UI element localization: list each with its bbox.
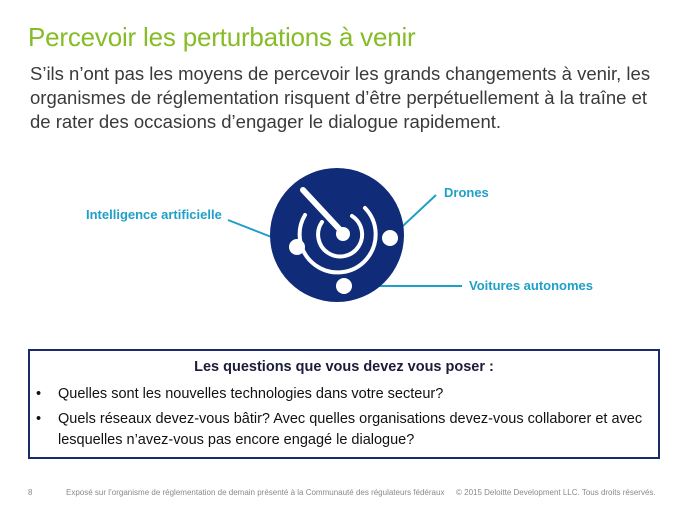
questions-list: [36, 384, 646, 455]
radar-blip-cars: [336, 278, 352, 294]
slide-subtitle: S’ils n’ont pas les moyens de percevoir les grands changements à venir, les organismes de réglementation risquent d’être perpétuellement à la traîne et de rater des occasions d’engager le dialogue rapidement.: [30, 63, 651, 132]
slide-title: Percevoir les perturbations à venir: [28, 22, 416, 52]
list-item: [36, 384, 646, 405]
list-item: [36, 409, 646, 451]
label-autonomous-cars: Voitures autonomes: [469, 278, 594, 293]
radar-blip-drones: [382, 230, 398, 246]
question-text: Quels réseaux devez-vous bâtir? Avec quelles organisations devez-vous collaborer et avec lesquelles n’avez-vous pas encore engagé le dialogue?: [58, 411, 643, 448]
radar-diagram: [0, 150, 688, 320]
radar-center-dot: [336, 227, 350, 241]
radar-icon: [0, 150, 688, 320]
page-number: 8: [28, 488, 33, 497]
bullet-icon: •: [36, 411, 42, 427]
radar-blip-ai: [289, 239, 305, 255]
footer-copyright: © 2015 Deloitte Development LLC. Tous droits réservés.: [456, 488, 656, 497]
question-text: Quelles sont les nouvelles technologies dans votre secteur?: [58, 386, 444, 402]
label-drones: Drones: [444, 185, 489, 200]
questions-title: Les questions que vous devez vous poser :: [194, 359, 494, 375]
footer-text: Exposé sur l’organisme de réglementation de demain présenté à la Communauté des régulateurs fédéraux: [66, 488, 445, 497]
bullet-icon: •: [36, 386, 42, 402]
questions-box: [28, 349, 660, 459]
label-ai: Intelligence artificielle: [86, 207, 222, 222]
